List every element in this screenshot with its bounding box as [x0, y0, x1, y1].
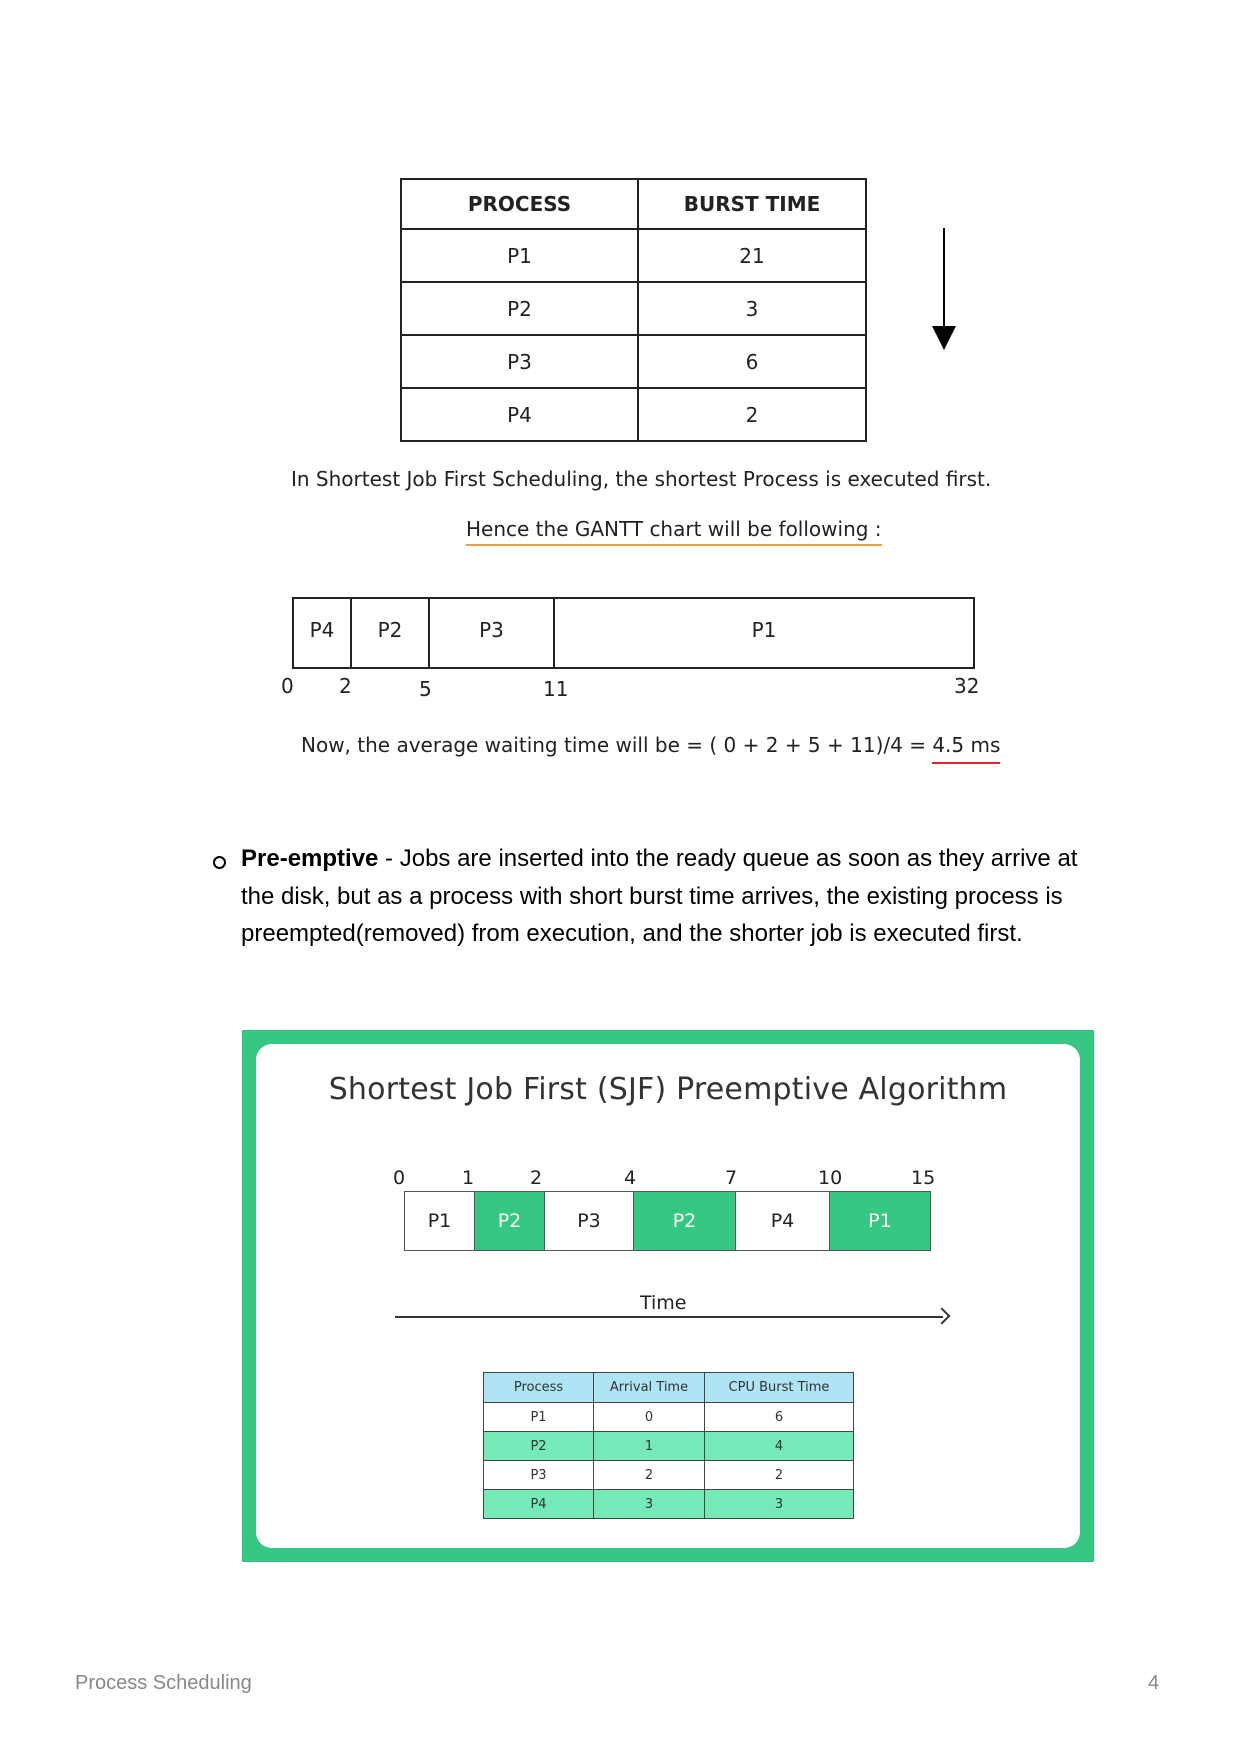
gantt-tick: 2 [339, 674, 352, 698]
table-row [484, 1432, 854, 1461]
table-header-row [484, 1373, 854, 1403]
preemptive-description: - Jobs are inserted into the ready queue as soon as they arrive at the disk, but as a process with short burst time arrives, the existing process is preempted(removed) from execution, and the shorter job is executed first. [241, 845, 1078, 947]
figure-title: Shortest Job First (SJF) Preemptive Algorithm [328, 1072, 1008, 1107]
sjf-caption: In Shortest Job First Scheduling, the shortest Process is executed first. [291, 467, 992, 491]
gantt-block: P4 [736, 1192, 830, 1250]
gantt-block: P2 [634, 1192, 736, 1250]
gantt-block: P3 [430, 599, 555, 667]
table-row [401, 388, 866, 441]
gantt-caption: Hence the GANTT chart will be following : [466, 517, 882, 546]
gantt-tick: 5 [419, 677, 432, 701]
table-row [401, 282, 866, 335]
burst-time-table [400, 178, 867, 442]
process-table [483, 1372, 854, 1519]
bullet-icon [213, 856, 226, 869]
gantt-block: P1 [830, 1192, 930, 1250]
gantt-tick: 7 [725, 1167, 738, 1189]
header-process: Process [484, 1373, 594, 1403]
cell-burst: 3 [705, 1490, 854, 1519]
cell-burst: 2 [705, 1461, 854, 1490]
cell-burst: 2 [638, 388, 866, 441]
table-row [484, 1403, 854, 1432]
gantt-block: P2 [475, 1192, 545, 1250]
time-axis-label: Time [640, 1292, 687, 1314]
table-row [401, 335, 866, 388]
cell-process: P1 [484, 1403, 594, 1432]
gantt-block: P1 [751, 618, 777, 642]
cell-arrival: 0 [594, 1403, 705, 1432]
gantt-tick: 0 [393, 1167, 406, 1189]
gantt-chart-nonpreemptive [292, 597, 975, 669]
gantt-tick: 2 [530, 1167, 543, 1189]
gantt-block: P4 [294, 599, 352, 667]
cell-arrival: 2 [594, 1461, 705, 1490]
footer-title: Process Scheduling [75, 1672, 252, 1694]
header-cpu-burst: CPU Burst Time [705, 1373, 854, 1403]
cell-burst: 6 [638, 335, 866, 388]
down-arrow-icon [932, 326, 956, 350]
gantt-block: P3 [545, 1192, 634, 1250]
gantt-block: P1 [405, 1192, 475, 1250]
gantt-block: P2 [352, 599, 430, 667]
table-row [484, 1490, 854, 1519]
down-arrow-shaft [943, 228, 945, 328]
cell-process: P2 [484, 1432, 594, 1461]
gantt-chart-preemptive [404, 1191, 931, 1251]
preemptive-term: Pre-emptive [241, 845, 379, 872]
gantt-tick: 10 [818, 1167, 843, 1189]
header-arrival: Arrival Time [594, 1373, 705, 1403]
cell-process: P3 [484, 1461, 594, 1490]
page-number: 4 [1148, 1672, 1160, 1694]
cell-burst: 4 [705, 1432, 854, 1461]
gantt-tick: 32 [954, 674, 980, 698]
table-row [401, 229, 866, 282]
preemptive-paragraph [241, 840, 1101, 953]
average-waiting-time [301, 733, 1000, 757]
cell-process: P2 [401, 282, 638, 335]
avg-wait-result: 4.5 ms [932, 733, 1000, 764]
cell-process: P3 [401, 335, 638, 388]
cell-burst: 3 [638, 282, 866, 335]
table-header-row [401, 179, 866, 229]
cell-process: P4 [484, 1490, 594, 1519]
header-process: PROCESS [401, 179, 638, 229]
cell-process: P4 [401, 388, 638, 441]
cell-burst: 6 [705, 1403, 854, 1432]
table-row [484, 1461, 854, 1490]
cell-arrival: 3 [594, 1490, 705, 1519]
cell-process: P1 [401, 229, 638, 282]
gantt-tick: 15 [911, 1167, 936, 1189]
gantt-tick: 0 [281, 674, 294, 698]
header-burst-time: BURST TIME [638, 179, 866, 229]
cell-arrival: 1 [594, 1432, 705, 1461]
time-axis-line [395, 1316, 943, 1318]
gantt-tick: 11 [543, 677, 569, 701]
avg-wait-formula: Now, the average waiting time will be = ( 0 + 2 + 5 + 11)/4 = [301, 733, 933, 757]
cell-burst: 21 [638, 229, 866, 282]
gantt-tick: 1 [462, 1167, 475, 1189]
gantt-tick: 4 [624, 1167, 637, 1189]
